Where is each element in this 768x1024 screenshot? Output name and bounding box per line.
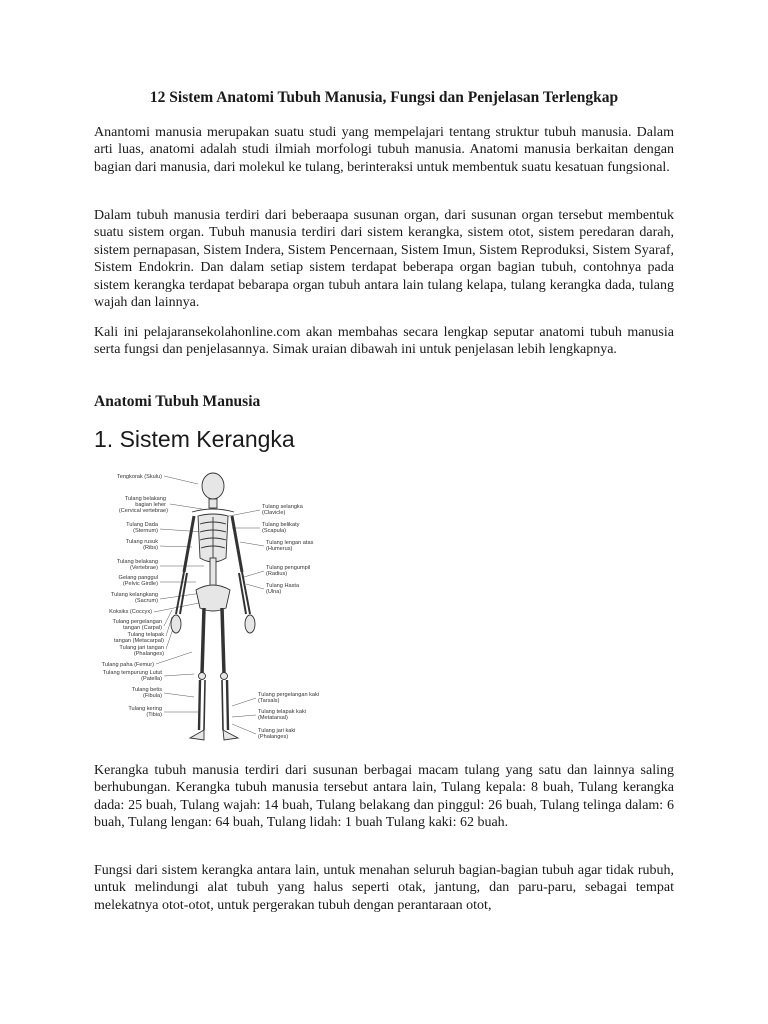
body-paragraph-1: Kerangka tubuh manusia terdiri dari susunan berbagai macam tulang yang satu dan lainnya saling berhubungan. Kerangka tubuh manusia tersebut antara lain, Tulang kepala: 8 buah, Tulang kerangka dada: 25 buah, Tulang wajah: 14 buah, Tulang belakang dan pinggul: 26 buah, Tulang telinga dalam: 6 buah, Tulang lengan: 64 buah, Tulang lidah: 1 buah Tulang kaki: 62 buah.	[94, 763, 674, 831]
subsection-heading: 1. Sistem Kerangka	[94, 426, 295, 452]
label-ribs-2: (Ribs)	[143, 545, 158, 551]
label-sternum-1: Tulang Dada	[126, 522, 158, 528]
label-phalanges-foot-1: Tulang jari kaki	[258, 728, 296, 734]
label-metacarpal-1: Tulang telapak	[127, 632, 164, 638]
body-paragraph-2: Fungsi dari sistem kerangka antara lain, untuk menahan seluruh bagian-bagian tubuh agar tidak rubuh, untuk melindungi alat tubuh yang halus seperti otak, jantung, dan paru-paru, sebagai tempat melekatnya otot-otot, untuk pergerakan tubuh dengan perantaraan otot,	[94, 863, 674, 913]
label-radius-1: Tulang pengumpil	[266, 565, 311, 571]
label-fibula-2: (Fibula)	[143, 693, 162, 699]
label-fibula-1: Tulang betis	[131, 687, 162, 693]
label-phalanges-hand-2: (Phalanges)	[133, 651, 164, 657]
label-phalanges-foot-2: (Phalanges)	[258, 734, 289, 740]
label-patella-2: (Patella)	[141, 676, 162, 682]
label-cervical-2: bagian leher	[135, 502, 166, 508]
label-ulna-2: (Ulna)	[266, 589, 282, 595]
label-vertebrae-1: Tulang belakang	[116, 559, 158, 565]
label-scapula-2: (Scapula)	[262, 528, 286, 534]
label-sacrum-2: (Sacrum)	[135, 598, 158, 604]
label-scapula-1: Tulang belikaty	[262, 522, 300, 528]
label-ulna-1: Tulang Hasta	[266, 583, 300, 589]
label-tibia-2: (Tibia)	[146, 712, 162, 718]
label-coccyx: Koksiks (Coccyx)	[109, 609, 152, 615]
label-carpal-2: tangan (Carpal)	[123, 625, 162, 631]
label-skull: Tengkorak (Skulu)	[116, 474, 162, 480]
label-sternum-2: (Sternum)	[133, 528, 158, 534]
document-title: 12 Sistem Anatomi Tubuh Manusia, Fungsi dan Penjelasan Terlengkap	[149, 89, 619, 106]
label-cervical-3: (Cervical vertebrae)	[118, 508, 168, 514]
intro-paragraph-3: Kali ini pelajaransekolahonline.com akan membahas secara lengkap seputar anatomi tubuh manusia serta fungsi dan penjelasannya. Simak uraian dibawah ini untuk penjelasan lebih lengkapnya.	[94, 325, 674, 358]
label-metatarsal-2: (Metatarsal)	[258, 715, 288, 721]
label-metatarsal-1: Tulang telapak kaki	[258, 709, 306, 715]
skeleton-diagram	[92, 462, 342, 752]
label-tarsals-1: Tulang pergelangan kaki	[258, 692, 320, 698]
label-radius-2: (Radius)	[266, 571, 288, 577]
label-ribs-1: Tulang rusuk	[125, 539, 158, 545]
label-femur: Tulang paha (Femur)	[101, 662, 154, 668]
label-tarsals-2: (Tarsals)	[258, 698, 280, 704]
label-pelvic-2: (Pelvic Girdle)	[122, 581, 158, 587]
label-cervical-1: Tulang belakang	[124, 496, 166, 502]
intro-paragraph-1: Anantomi manusia merupakan suatu studi yang mempelajari tentang struktur tubuh manusia. Dalam arti luas, anatomi adalah studi ilmiah morfologi tubuh manusia. Anatomi manusia berkaitan dengan bagian dari manusia, dari molekul ke tulang, berinteraksi untuk membentuk suatu kesatuan fungsional.	[94, 125, 674, 175]
label-vertebrae-2: (Vertebrae)	[130, 565, 158, 571]
label-carpal-1: Tulang pergelangan	[112, 619, 162, 625]
label-pelvic-1: Gelang panggul	[118, 575, 158, 581]
label-tibia-1: Tulang kering	[128, 706, 162, 712]
label-metacarpal-2: tangan (Metacarpal)	[113, 638, 164, 644]
label-humerus-1: Tulang lengan atas	[266, 540, 314, 546]
label-humerus-2: (Humerus)	[266, 546, 293, 552]
label-patella-1: Tulang tempurung Lutut	[102, 670, 162, 676]
skeleton-figure	[92, 462, 342, 752]
label-phalanges-hand-1: Tulang jari tangan	[119, 645, 164, 651]
label-sacrum-1: Tulang kelangkang	[110, 592, 158, 598]
skeleton-bones	[171, 473, 255, 740]
label-clavicle-1: Tulang selangka	[262, 504, 303, 510]
label-clavicle-2: (Clavicle)	[262, 510, 286, 516]
section-heading: Anatomi Tubuh Manusia	[94, 393, 261, 410]
intro-paragraph-2: Dalam tubuh manusia terdiri dari beberaapa susunan organ, dari susunan organ tersebut membentuk suatu sistem organ. Tubuh manusia terdiri dari sistem kerangka, sistem otot, sistem peredaran darah, sistem pernapasan, Sistem Indera, Sistem Pencernaan, Sistem Imun, Sistem Reproduksi, Sistem Syaraf, Sistem Endokrin. Dan dalam setiap sistem terdapat beberapa organ bagian tubuh, contohnya pada sistem kerangka terdapat bebarapa organ tubuh antara lain tulang kelapa, tulang kerangka dada, tulang wajah dan lainnya.	[94, 208, 674, 311]
